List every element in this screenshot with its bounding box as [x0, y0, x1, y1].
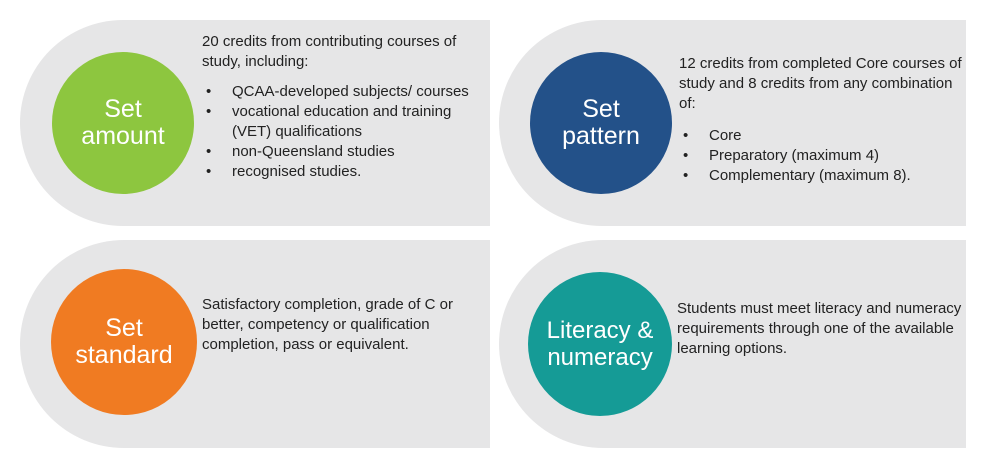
literacy-numeracy-circle — [528, 272, 672, 416]
set-pattern-description — [679, 54, 964, 186]
literacy-numeracy-description — [677, 299, 962, 359]
literacy-numeracy-text: Students must meet literacy and numeracy requirements through one of the available learning options. — [677, 300, 962, 357]
set-standard-title-line1: Set — [105, 314, 143, 342]
list-item: • QCAA-developed subjects/ courses — [202, 82, 482, 102]
set-pattern-panel — [499, 20, 966, 226]
set-pattern-title-line1: Set — [582, 95, 620, 123]
set-amount-panel — [20, 20, 490, 226]
literacy-numeracy-title-line1: Literacy & — [546, 317, 654, 344]
list-item: • Complementary (maximum 8). — [679, 166, 964, 186]
list-item: • Preparatory (maximum 4) — [679, 146, 964, 166]
set-standard-circle — [51, 269, 197, 415]
list-item: • non-Queensland studies — [202, 142, 482, 162]
set-standard-panel — [20, 240, 490, 448]
list-item: • recognised studies. — [202, 162, 482, 182]
literacy-numeracy-title-line2: numeracy — [547, 344, 653, 371]
set-pattern-circle — [530, 52, 672, 194]
set-amount-title-line1: Set — [104, 95, 142, 123]
list-item: • Core — [679, 126, 964, 146]
set-amount-list — [202, 82, 482, 182]
literacy-numeracy-panel — [499, 240, 966, 448]
set-standard-text: Satisfactory completion, grade of C or better, competency or qualification completion, pass or equivalent. — [202, 296, 453, 353]
set-pattern-title-line2: pattern — [562, 122, 640, 150]
set-amount-circle — [52, 52, 194, 194]
list-item: • vocational education and training (VET) qualifications — [202, 102, 482, 142]
set-amount-intro: 20 credits from contributing courses of study, including: — [202, 33, 457, 70]
set-standard-title-line2: standard — [75, 341, 173, 369]
set-pattern-intro: 12 credits from completed Core courses of study and 8 credits from any combination of: — [679, 55, 962, 112]
set-pattern-list — [679, 126, 964, 186]
set-amount-description — [202, 32, 482, 182]
set-standard-description — [202, 295, 482, 355]
set-amount-title-line2: amount — [81, 122, 165, 150]
